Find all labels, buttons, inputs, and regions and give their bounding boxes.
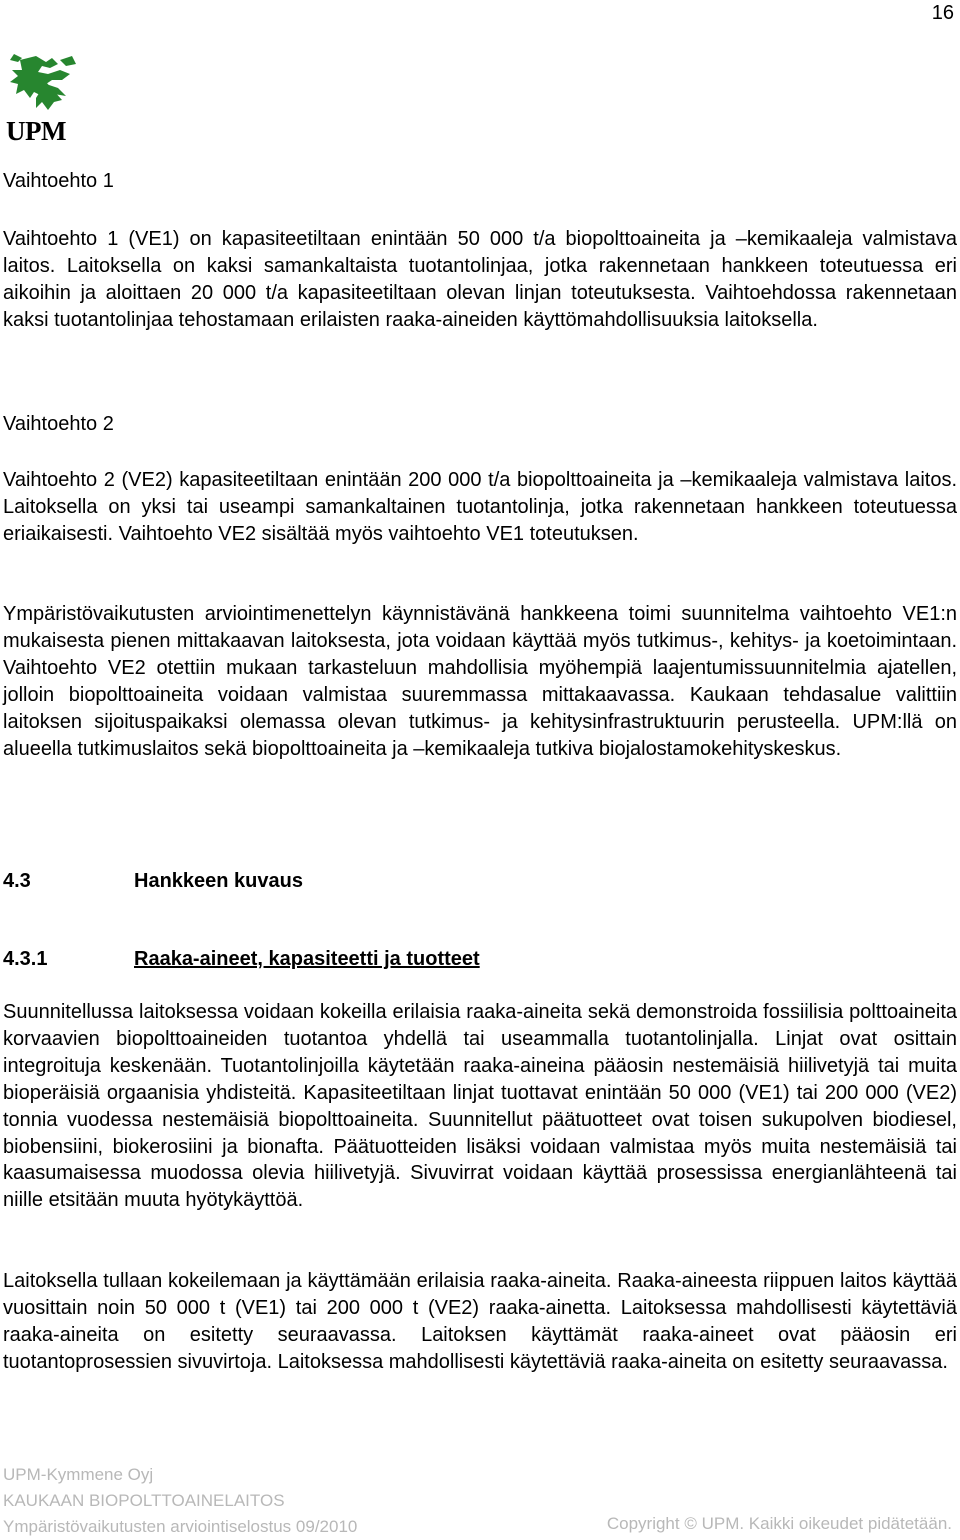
griffin-logo-icon [6,52,80,114]
paragraph-raw-materials-1: Suunnitellussa laitoksessa voidaan kokeilla erilaisia raaka-aineita sekä demonstroida fossiilisia polttoaineita korvaavien biopolttoaineiden tuotantoa yhdellä tai useammalla tuotantolinjalla. Linjat ovat osittain integroituja keskenään. Tuotantolinjoilla käytetään raaka-aineina pääosin nestemäisiä hiilivetyjä tai muita bioperäisiä orgaanisia yhdisteitä. Kapasiteetiltaan linjat tuottavat enintään 50 000 (VE1) tai 200 000 (VE2) tonnia vuodessa nestemäisiä biopolttoaineita. Suunnitellut päätuotteet ovat toisen sukupolven biodiesel, biobensiini, biokerosiini ja bionafta. Päätuotteiden lisäksi voidaan valmistaa myös muita nestemäisiä tai kaasumaisessa muodossa olevia hiilivetyjä. Sivuvirrat voidaan käyttää prosessissa energianlähteenä tai niille etsitään muuta hyötykäyttöä. [3,1001,957,1212]
heading-vaihtoehto-1: Vaihtoehto 1 [3,170,114,192]
paragraph-ve2: Vaihtoehto 2 (VE2) kapasiteetiltaan enintään 200 000 t/a biopolttoaineita ja –kemikaaleja valmistava laitos. Laitoksella on yksi tai useampi samankaltainen tuotantolinja, jotka rakennetaan hankkeen toteutuessa eriaikaisesti. Vaihtoehto VE2 sisältää myös vaihtoehto VE1 toteutuksen. [3,469,957,545]
logo-text: UPM [6,116,66,146]
section-title: Raaka-aineet, kapasiteetti ja tuotteet [134,948,480,970]
footer-left [3,1462,357,1540]
section-number: 4.3.1 [3,948,48,970]
paragraph-yva: Ympäristövaikutusten arviointimenettelyn käynnistävänä hankkeena toimi suunnitelma vaihtoehto VE1:n mukaisesta pienen mittakaavan laitoksesta, jota voidaan käyttää myös tutkimus-, kehitys- ja koetoimintaan. Vaihtoehto VE2 otettiin mukaan tarkasteluun mahdollisia myöhempiä laajentumissuunnitelmia ajatellen, jolloin biopolttoaineita voidaan valmistaa suuremmassa mittakaavassa. Kaukaan tehdasalue valittiin laitoksen sijoituspaikaksi olemassa olevan tutkimus- ja kehitysinfrastruktuurin perusteella. UPM:llä on alueella tutkimuslaitos sekä biopolttoaineita ja –kemikaaleja tutkiva biojalostamokehityskeskus. [3,603,957,760]
footer-copyright: Copyright © UPM. Kaikki oikeudet pidätetään. [606,1514,952,1533]
page-number: 16 [931,2,954,24]
upm-logo [6,52,80,144]
footer-company: UPM-Kymmene Oyj [3,1465,154,1484]
footer-project: KAUKAAN BIOPOLTTOAINELAITOS [3,1491,285,1510]
section-heading-4-3-1 [3,948,480,971]
section-title: Hankkeen kuvaus [134,870,303,892]
section-number: 4.3 [3,870,31,892]
paragraph-ve1: Vaihtoehto 1 (VE1) on kapasiteetiltaan enintään 50 000 t/a biopolttoaineita ja –kemikaaleja valmistava laitos. Laitoksella on kaksi samankaltaista tuotantolinjaa, jotka rakennetaan hankkeen toteutuessa eri aikoihin ja aloittaen 20 000 t/a kapasiteetiltaan olevan linjan toteutuksesta. Vaihtoehdossa rakennetaan kaksi tuotantolinjaa tehostamaan erilaisten raaka-aineiden käyttömahdollisuuksia laitoksella. [3,228,957,331]
footer-report: Ympäristövaikutusten arviointiselostus 09/2010 [3,1517,358,1536]
heading-vaihtoehto-2: Vaihtoehto 2 [3,413,114,435]
paragraph-raw-materials-2: Laitoksella tullaan kokeilemaan ja käyttämään erilaisia raaka-aineita. Raaka-aineesta riippuen laitos käyttää vuosittain noin 50 000 t (VE1) tai 200 000 t (VE2) raaka-ainetta. Laitoksessa mahdollisesti käytettäviä raaka-aineita on esitetty seuraavassa. Laitoksen käyttämät raaka-aineet ovat pääosin eri tuotantoprosessien sivuvirtoja. Laitoksessa mahdollisesti käytettäviä raaka-aineita on esitetty seuraavassa. [3,1270,957,1373]
section-heading-4-3 [3,870,303,893]
